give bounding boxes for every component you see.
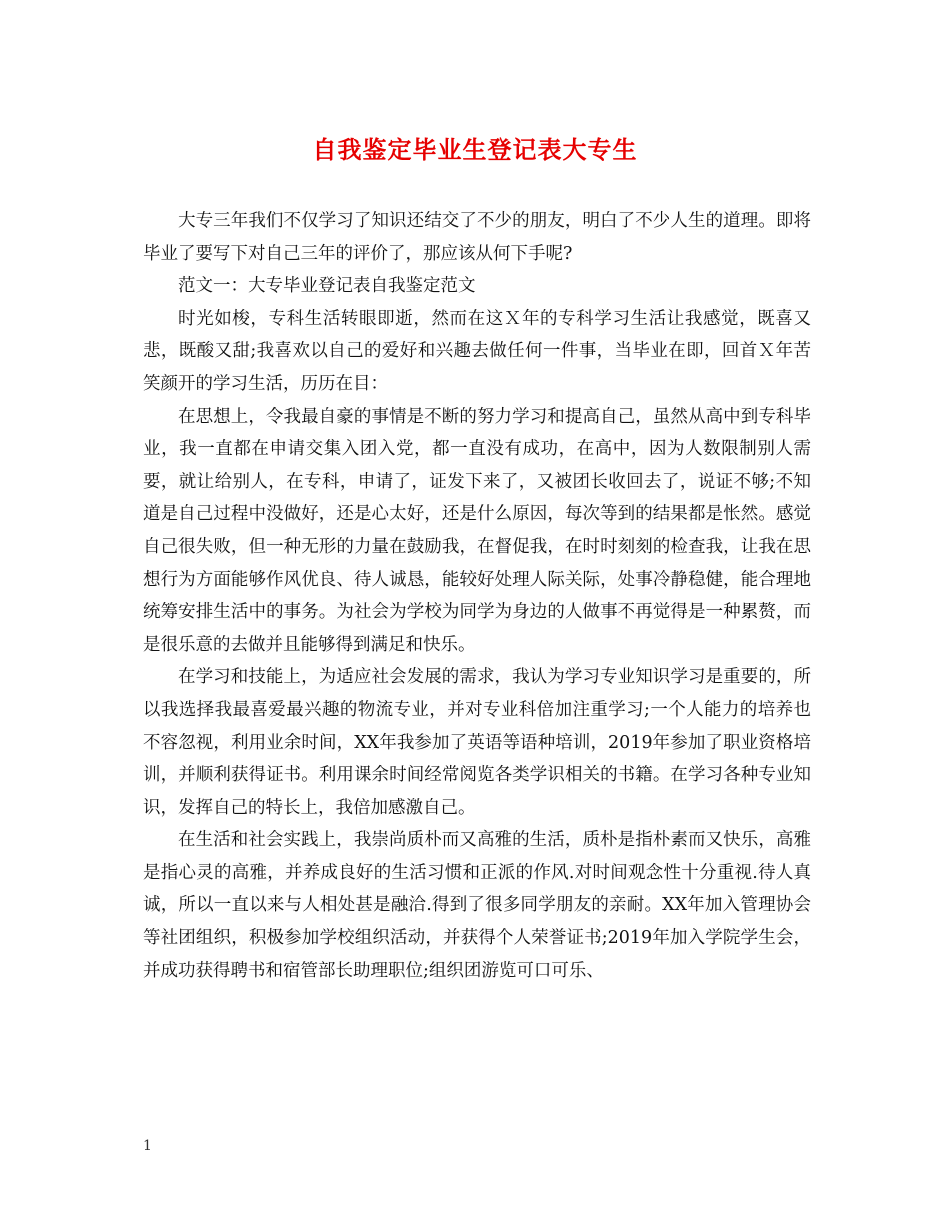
paragraph-opening: 时光如梭，专科生活转眼即逝，然而在这Ｘ年的专科学习生活让我感觉，既喜又悲，既酸又甜;我喜欢以自己的爱好和兴趣去做任何一件事，当毕业在即，回首Ｘ年苦笑颜开的学习生活，历历在目： — [143, 308, 811, 394]
paragraph-sample-heading: 范文一：大专毕业登记表自我鉴定范文 — [178, 276, 476, 297]
page-number: 1 — [143, 1138, 152, 1154]
paragraph-intro: 大专三年我们不仅学习了知识还结交了不少的朋友，明白了不少人生的道理。即将毕业了要写下对自己三年的评价了，那应该从何下手呢? — [143, 211, 811, 264]
paragraph-study: 在学习和技能上，为适应社会发展的需求，我认为学习专业知识学习是重要的，所以我选择我最喜爱最兴趣的物流专业，并对专业科倍加注重学习;一个人能力的培养也不容忽视，利用业余时间，XX年我参加了英语等语种培训，2019年参加了职业资格培训，并顺利获得证书。利用课余时间经常阅览各类学识相关的书籍。在学习各种专业知识，发挥自己的特长上，我倍加感激自己。 — [143, 667, 811, 818]
paragraph-thought: 在思想上，令我最自豪的事情是不断的努力学习和提高自己，虽然从高中到专科毕业，我一直都在申请交集入团入党，都一直没有成功，在高中，因为人数限制别人需要，就让给别人，在专科，申请了，证发下来了，又被团长收回去了，说证不够;不知道是自己过程中没做好，还是心太好，还是什么原因，每次等到的结果都是怅然。感觉自己很失败，但一种无形的力量在鼓励我，在督促我，在时时刻刻的检查我，让我在思想行为方面能够作风优良、待人诚恳，能较好处理人际关际，处事冷静稳健，能合理地统筹安排生活中的事务。为社会为学校为同学为身边的人做事不再觉得是一种累赘，而是很乐意的去做并且能够得到满足和快乐。 — [143, 406, 811, 655]
document-body — [143, 205, 811, 987]
document-title: 自我鉴定毕业生登记表大专生 — [312, 135, 638, 164]
paragraph-life: 在生活和社会实践上，我崇尚质朴而又高雅的生活，质朴是指朴素而又快乐，高雅是指心灵的高雅，并养成良好的生活习惯和正派的作风.对时间观念性十分重视.待人真诚，所以一直以来与人相处甚是融洽.得到了很多同学朋友的亲耐。XX年加入管理协会等社团组织，积极参加学校组织活动，并获得个人荣誉证书;2019年加入学院学生会，并成功获得聘书和宿管部长助理职位;组织团游览可口可乐、 — [143, 830, 811, 981]
